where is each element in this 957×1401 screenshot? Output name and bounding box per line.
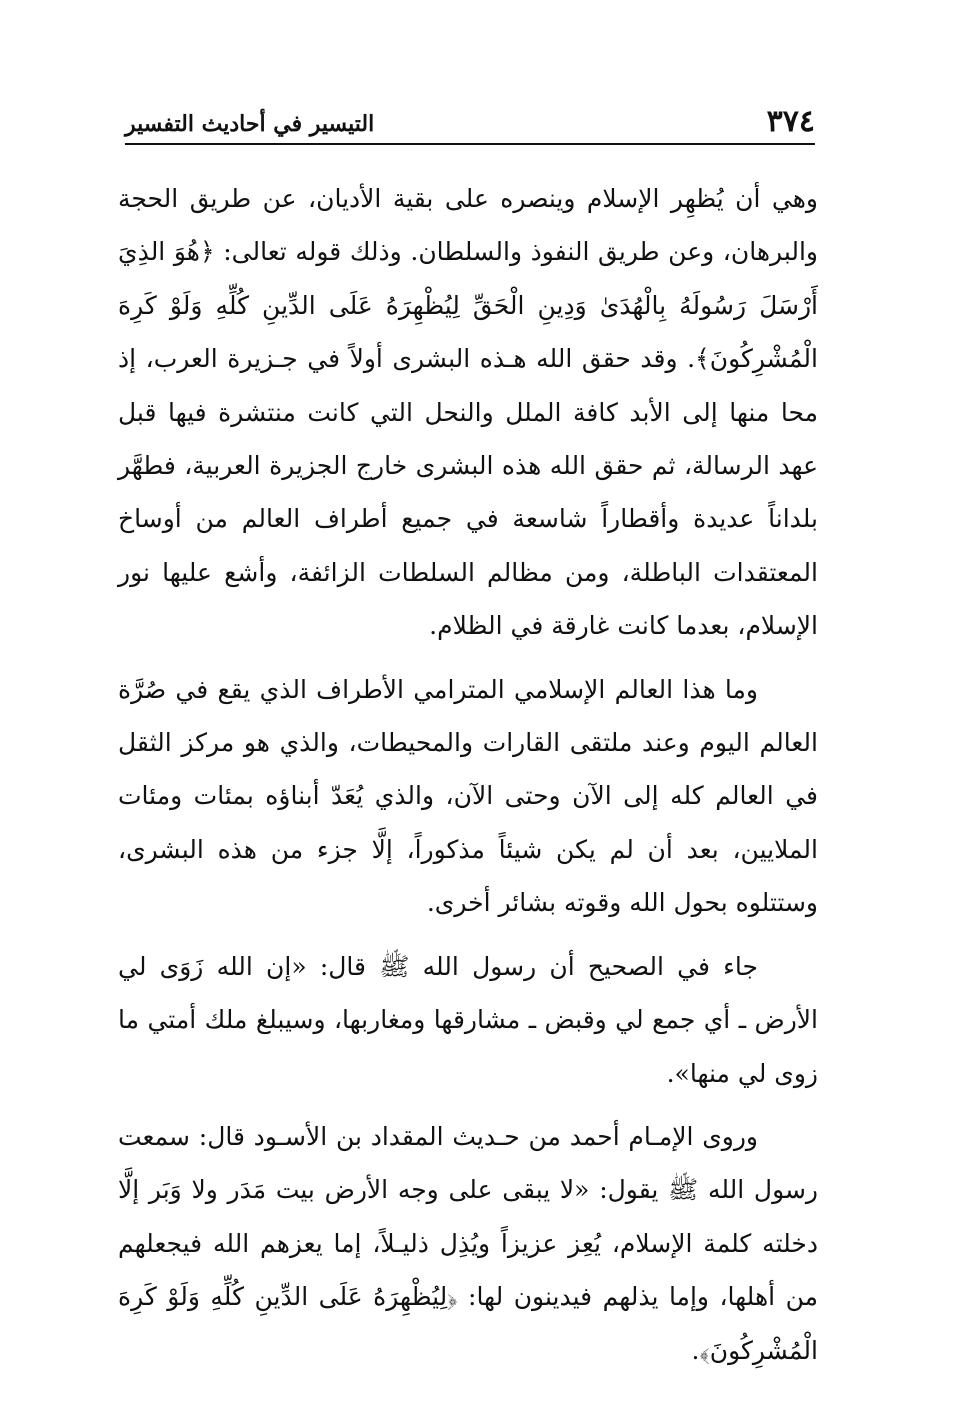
page-body <box>118 172 818 1387</box>
paragraph-2: وما هذا العالم الإسلامي المترامي الأطراف الذي يقع في صُرَّة العالم اليوم وعند ملتقى القارات والمحيطات، والذي هو مركز الثقل في العالم كله إلى الآن وحتى الآن، والذي يُعَدّ أبناؤه بمئات ومئات الملايين، بعد أن لم يكن شيئاً مذكوراً، إلَّا جزء من هذه البشرى، وستتلوه بحول الله وقوته بشائر أخرى. <box>118 674 818 918</box>
paragraph-4: وروى الإمـام أحمد من حـديث المقداد بن الأسـود قال: سمعت رسول الله ﷺ يقول: «لا يبقى على وجه الأرض بيت مَدَر ولا وَبَر إلَّا دخلته كلمة الإسلام، يُعِز عزيزاً ويُذِل ذليـلاً، إما يعزهم الله فيجعلهم من أهلها، وإما يذلهم فيدينون لها: ﴿لِيُظْهِرَهُ عَلَى الدِّينِ كُلِّهِ وَلَوْ كَرِهَ الْمُشْرِكُونَ﴾. <box>118 1121 818 1365</box>
paragraph-1: وهي أن يُظهِر الإسلام وينصره على بقية الأديان، عن طريق الحجة والبرهان، وعن طريق النفوذ والسلطان. وذلك قوله تعالى: ﴿هُوَ الذِيَ أَرْسَلَ رَسُولَهُ بِالْهُدَىٰ وَدِينِ الْحَقِّ لِيُظْهِرَهُ عَلَى الدِّينِ كُلِّهِ وَلَوْ كَرِهَ الْمُشْرِكُونَ﴾. وقد حقق الله هـذه البشرى أولاً في جـزيرة العرب، إذ محا منها إلى الأبد كافة الملل والنحل التي كانت منتشرة فيها قبل عهد الرسالة، ثم حقق الله هذه البشرى خارج الجزيرة العربية، فطهَّر بلداناً عديدة وأقطاراً شاسعة في جميع أطراف العالم من أوساخ المعتقدات الباطلة، ومن مظالم السلطات الزائفة، وأشع عليها نور الإسلام، بعدما كانت غارقة في الظلام. <box>118 184 818 641</box>
page-number: ٣٧٤ <box>766 104 815 139</box>
running-title: التيسير في أحاديث التفسير <box>125 111 375 137</box>
paragraph-3: جاء في الصحيح أن رسول الله ﷺ قال: «إن الله زَوَى لي الأرض ـ أي جمع لي وقبض ـ مشارقها ومغاربها، وسيبلغ ملك أمتي ما زوى لي منها». <box>118 951 818 1088</box>
page-header <box>125 95 815 145</box>
